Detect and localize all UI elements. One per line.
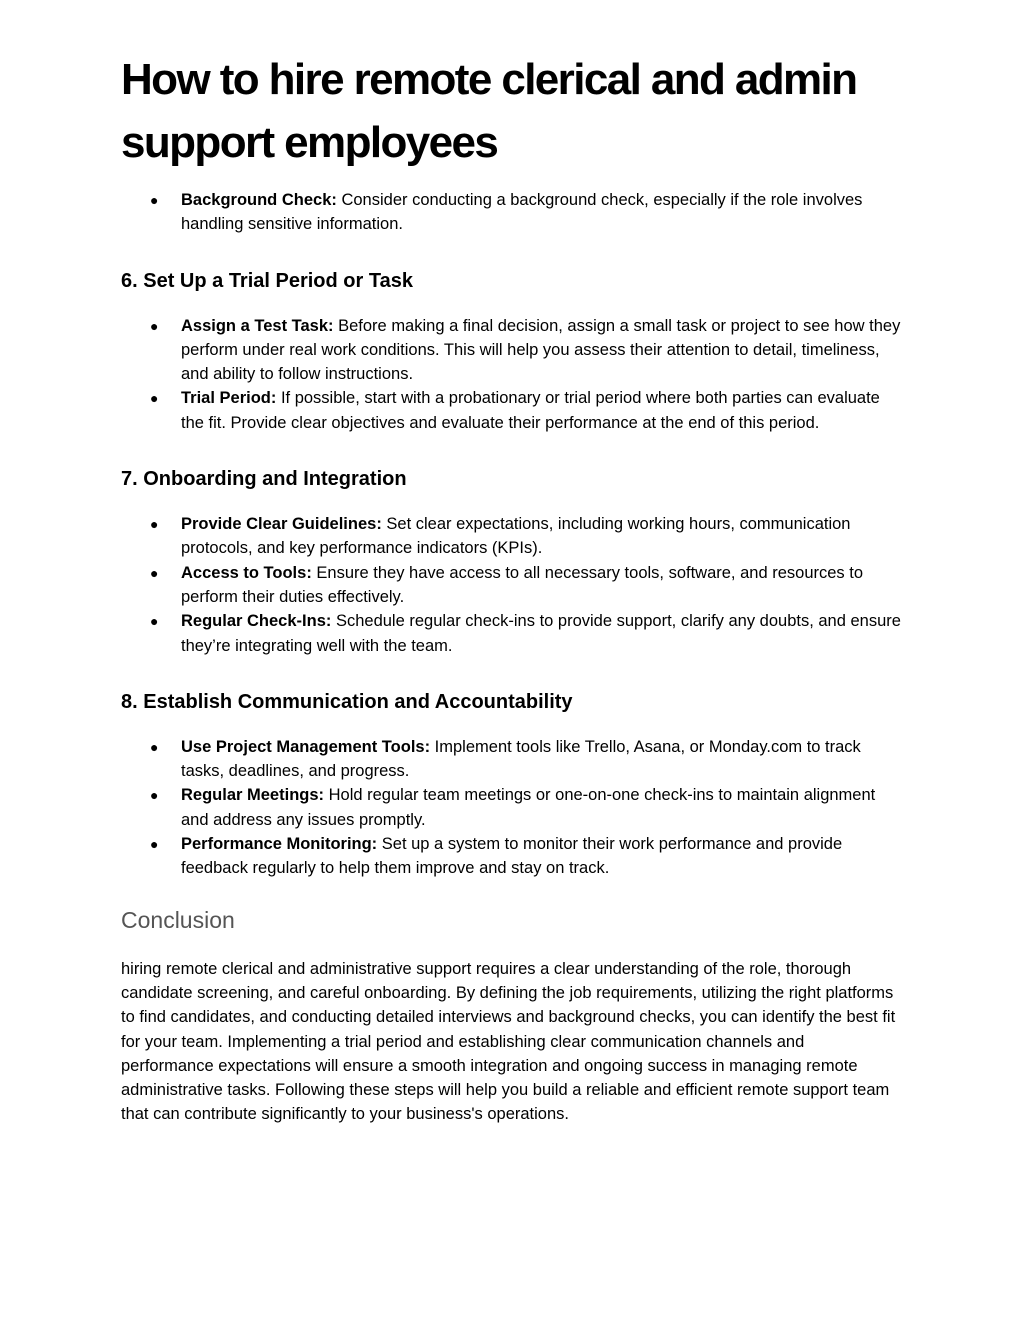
bullet-list-trial [121, 314, 901, 435]
conclusion-heading: Conclusion [121, 906, 235, 933]
bullet-icon: ● [150, 516, 159, 533]
bullet-lead: Regular Meetings: [181, 786, 325, 805]
bullet-list-onboarding [121, 512, 901, 658]
list-item [121, 832, 901, 881]
bullet-lead: Background Check: [181, 191, 337, 209]
bullet-list-communication [121, 735, 901, 881]
bullet-text: Hold regular team meetings or one-on-one check-ins to maintain alignment and address any issues promptly. [181, 786, 876, 829]
list-item [121, 188, 901, 237]
bullet-lead: Provide Clear Guidelines: [181, 515, 382, 534]
bullet-icon: ● [150, 192, 159, 208]
bullet-text: Consider conducting a background check, especially if the role involves handling sensitive information. [181, 191, 863, 234]
bullet-lead: Trial Period: [181, 389, 277, 408]
page-title: How to hire remote clerical and admin support employees [121, 55, 857, 167]
bullet-text: Before making a final decision, assign a small task or project to see how they perform under real work conditions. This will help you assess their attention to detail, timeliness, and ability to follow instructions. [181, 316, 901, 384]
bullet-text: Schedule regular check-ins to provide support, clarify any doubts, and ensure they’re integrating well with the team. [181, 612, 901, 655]
list-item [121, 314, 901, 387]
section-heading-communication: 8. Establish Communication and Accountability [121, 690, 573, 713]
list-item [121, 512, 901, 561]
document-page [121, 0, 901, 1127]
bullet-text: Implement tools like Trello, Asana, or Monday.com to track tasks, deadlines, and progress. [181, 737, 861, 781]
bullet-icon: ● [150, 738, 159, 755]
bullet-icon: ● [150, 317, 159, 334]
bullet-lead: Use Project Management Tools: [181, 737, 431, 756]
bullet-lead: Assign a Test Task: [181, 316, 334, 335]
bullet-text: Set clear expectations, including working hours, communication protocols, and key performance indicators (KPIs). [181, 515, 851, 558]
bullet-text: Ensure they have access to all necessary tools, software, and resources to perform their duties effectively. [181, 563, 864, 606]
list-item [121, 609, 901, 658]
list-item [121, 561, 901, 610]
section-heading-trial: 6. Set Up a Trial Period or Task [121, 269, 413, 292]
bullet-text: Set up a system to monitor their work performance and provide feedback regularly to help them improve and stay on track. [181, 835, 843, 878]
section-heading-onboarding: 7. Onboarding and Integration [121, 468, 407, 491]
bullet-icon: ● [150, 787, 159, 804]
conclusion-paragraph: hiring remote clerical and administrative support requires a clear understanding of the role, thorough candidate screening, and careful onboarding. By defining the job requirements, utilizing the right platforms to find candidates, and conducting detailed interviews and background checks, you can identify the best fit for your team. Implementing a trial period and establishing clear communication channels and performance expectations will ensure a smooth integration and ongoing success in managing remote administrative tasks. Following these steps will help you build a reliable and efficient remote support team that can contribute significantly to your business's operations. [121, 959, 896, 1124]
bullet-lead: Performance Monitoring: [181, 835, 378, 854]
list-item [121, 386, 901, 435]
list-item [121, 783, 901, 832]
bullet-text: If possible, start with a probationary or trial period where both parties can evaluate the fit. Provide clear objectives and evaluate their performance at the end of this period. [181, 389, 880, 432]
bullet-lead: Regular Check-Ins: [181, 612, 332, 631]
intro-bullet-list [121, 188, 901, 237]
bullet-icon: ● [150, 836, 159, 853]
bullet-icon: ● [150, 613, 159, 630]
bullet-lead: Access to Tools: [181, 563, 312, 582]
bullet-icon: ● [150, 564, 159, 581]
bullet-icon: ● [150, 390, 159, 407]
list-item [121, 735, 901, 784]
